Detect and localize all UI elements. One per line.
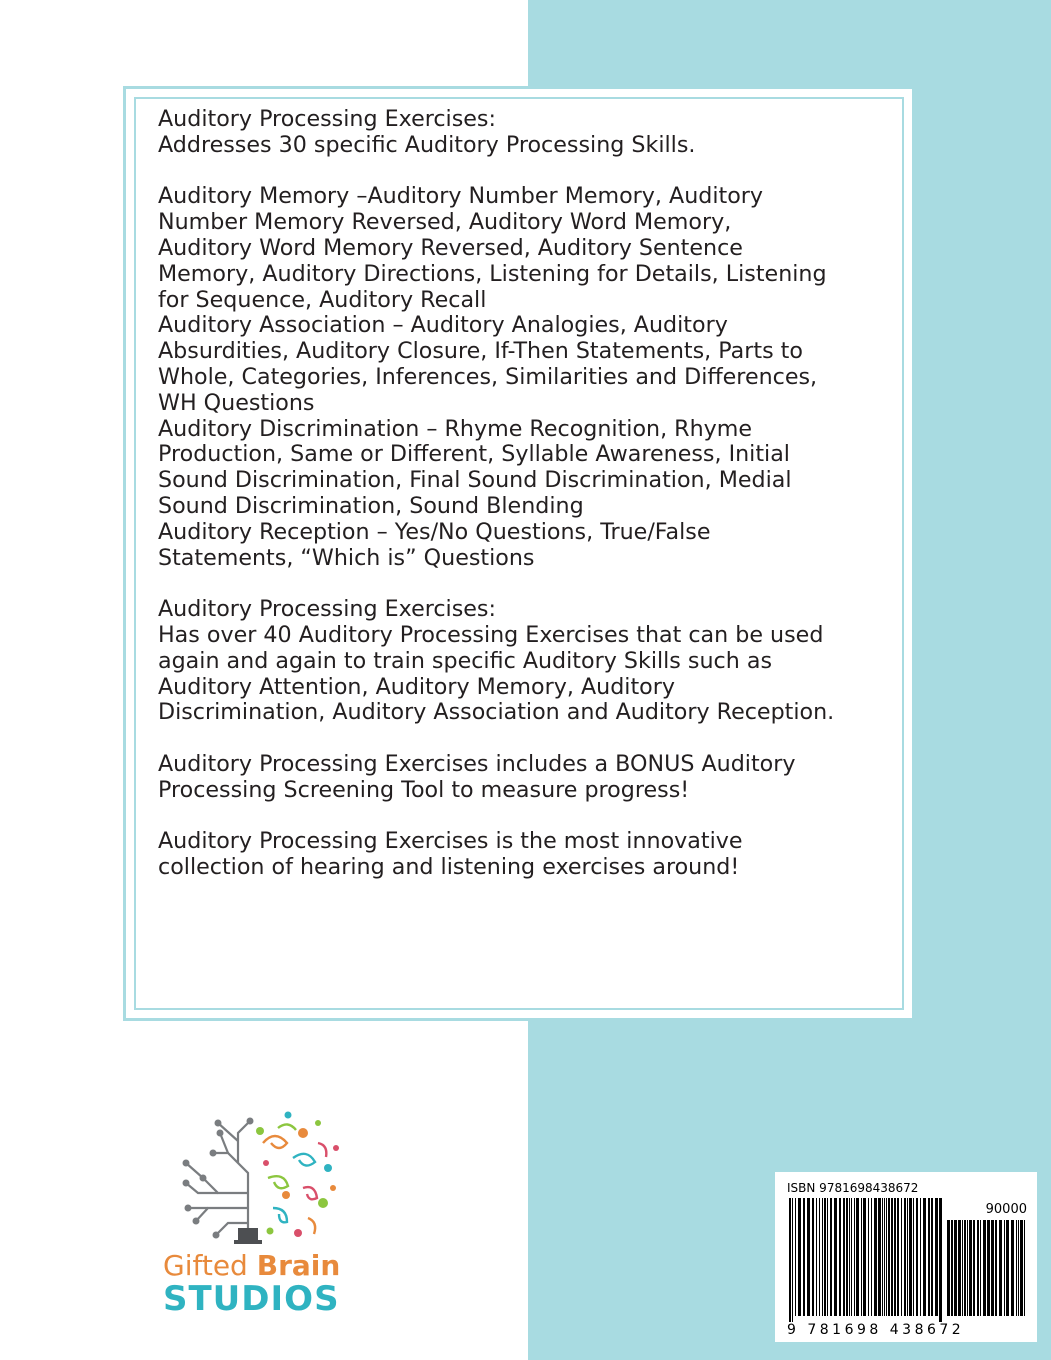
barcode-bar <box>827 1198 828 1316</box>
text-line: Processing Screening Tool to measure progress! <box>158 776 690 803</box>
barcode-bar <box>995 1220 997 1316</box>
text-line: Number Memory Reversed, Auditory Word Memory, <box>158 209 732 236</box>
text-line: Discrimination, Auditory Association and Auditory Reception. <box>158 699 835 726</box>
barcode-bar <box>854 1198 855 1316</box>
barcode-bar <box>839 1198 841 1316</box>
barcode-bar <box>824 1198 826 1316</box>
barcode-bar <box>1018 1220 1019 1316</box>
text-line: for Sequence, Auditory Recall <box>158 286 487 313</box>
barcode-bar <box>856 1198 859 1316</box>
barcode-bar <box>1006 1220 1009 1316</box>
barcode-bar <box>987 1220 990 1316</box>
barcode-bar <box>901 1198 902 1316</box>
brand-logo <box>163 1251 340 1317</box>
text-line: Sound Discrimination, Sound Blending <box>158 492 584 519</box>
barcode-bar <box>916 1198 918 1316</box>
exercises-paragraph <box>158 597 898 726</box>
brand-name-line <box>163 1251 340 1281</box>
barcode-bar <box>861 1198 862 1316</box>
text-line: Memory, Auditory Directions, Listening for Details, Listening <box>158 260 827 287</box>
barcode-bar <box>904 1198 906 1316</box>
description-text <box>158 107 898 881</box>
barcode-bar <box>834 1198 837 1316</box>
barcode-bar <box>980 1220 981 1316</box>
text-line: Absurdities, Auditory Closure, If-Then Statements, Parts to <box>158 338 803 365</box>
text-line: Auditory Association – Auditory Analogies, Auditory <box>158 312 728 339</box>
barcode-bar <box>843 1198 845 1316</box>
barcode-bar <box>991 1220 994 1316</box>
isbn-barcode <box>775 1172 1037 1342</box>
intro-paragraph <box>158 107 898 159</box>
barcode-bar <box>894 1198 896 1316</box>
barcode-bar <box>803 1198 805 1316</box>
text-line: Whole, Categories, Inferences, Similarities and Differences, <box>158 363 818 390</box>
skills-paragraph <box>158 184 898 571</box>
barcode-bar <box>969 1220 972 1316</box>
barcode-bar <box>874 1198 877 1316</box>
barcode-bar <box>792 1198 793 1322</box>
barcode-bar <box>886 1198 887 1316</box>
barcode-bar <box>1004 1220 1005 1316</box>
barcode-bar <box>967 1220 968 1316</box>
barcode-bar <box>947 1220 950 1316</box>
text-line: again and again to train specific Auditory Skills such as <box>158 647 773 674</box>
text-line: Auditory Memory –Auditory Number Memory, Auditory <box>158 183 764 210</box>
barcode-bar <box>830 1198 832 1316</box>
barcode-bar <box>807 1198 810 1316</box>
barcode-bar <box>816 1198 817 1316</box>
text-line: Auditory Attention, Auditory Memory, Auditory <box>158 673 675 700</box>
brand-word-brain: Brain <box>256 1249 341 1282</box>
barcode-bar <box>939 1198 942 1322</box>
closing-paragraph <box>158 829 898 881</box>
barcode-bar <box>907 1198 908 1316</box>
text-line: Auditory Discrimination – Rhyme Recognition, Rhyme <box>158 415 753 442</box>
text-line: Statements, “Which is” Questions <box>158 544 535 571</box>
barcode-bar <box>795 1198 796 1316</box>
barcode-digits: 9 781698 438672 <box>787 1322 965 1338</box>
text-line: Sound Discrimination, Final Sound Discrimination, Medial <box>158 467 792 494</box>
barcode-bar <box>863 1198 866 1316</box>
barcode-bar <box>812 1198 814 1316</box>
text-line: Auditory Processing Exercises is the most innovative <box>158 828 743 855</box>
barcode-bar <box>983 1220 986 1316</box>
barcode-bar <box>928 1198 930 1316</box>
barcode-bar <box>1024 1220 1025 1316</box>
barcode-bar <box>849 1198 850 1316</box>
barcode-bar <box>888 1198 890 1316</box>
barcode-bar <box>819 1198 820 1316</box>
barcode-bar <box>897 1198 899 1316</box>
text-line: WH Questions <box>158 389 315 416</box>
barcode-bar <box>973 1220 975 1316</box>
barcode-bar <box>1011 1220 1014 1316</box>
barcode-bar <box>958 1220 961 1316</box>
barcode-bar <box>935 1198 938 1316</box>
barcode-bar <box>1016 1220 1017 1316</box>
text-line: Auditory Word Memory Reversed, Auditory Sentence <box>158 234 743 261</box>
barcode-bar <box>951 1220 953 1316</box>
barcode-bar <box>931 1198 933 1316</box>
text-line: Auditory Processing Exercises includes a BONUS Auditory <box>158 750 796 777</box>
barcode-bar <box>920 1198 921 1316</box>
barcode-bar <box>878 1198 881 1316</box>
barcode-bar <box>882 1198 883 1316</box>
barcode-bar <box>868 1198 869 1316</box>
barcode-bar <box>977 1220 979 1316</box>
barcode-bar <box>962 1220 963 1316</box>
barcode-bar <box>871 1198 872 1316</box>
barcode-bar <box>909 1198 912 1316</box>
barcode-bar <box>999 1220 1002 1316</box>
text-line: Addresses 30 specific Auditory Processing Skills. <box>158 131 696 158</box>
text-line: collection of hearing and listening exercises around! <box>158 854 740 881</box>
brand-word-gifted: Gifted <box>163 1249 248 1282</box>
barcode-bar <box>913 1198 914 1316</box>
text-line: Auditory Processing Exercises: <box>158 596 496 623</box>
bonus-paragraph <box>158 752 898 804</box>
barcode-bar <box>846 1198 848 1316</box>
brand-word-studios: STUDIOS <box>163 1279 340 1319</box>
barcode-bar <box>1020 1220 1023 1316</box>
isbn-label: ISBN 9781698438672 <box>787 1181 919 1195</box>
barcode-bar <box>798 1198 801 1316</box>
text-line: Auditory Processing Exercises: <box>158 106 496 132</box>
text-line: Auditory Reception – Yes/No Questions, True/False <box>158 518 711 545</box>
barcode-bar <box>954 1220 957 1316</box>
barcode-bar <box>923 1198 926 1316</box>
text-line: Production, Same or Different, Syllable Awareness, Initial <box>158 441 790 468</box>
text-line: Has over 40 Auditory Processing Exercises that can be used <box>158 621 824 648</box>
barcode-bar <box>789 1198 791 1322</box>
barcode-bar <box>822 1198 823 1316</box>
barcode-bars <box>775 1172 1037 1342</box>
price-code: 90000 <box>985 1202 1027 1217</box>
barcode-bar <box>851 1198 852 1316</box>
barcode-bar <box>884 1198 885 1316</box>
barcode-bar <box>964 1220 966 1316</box>
barcode-bar <box>891 1198 893 1316</box>
